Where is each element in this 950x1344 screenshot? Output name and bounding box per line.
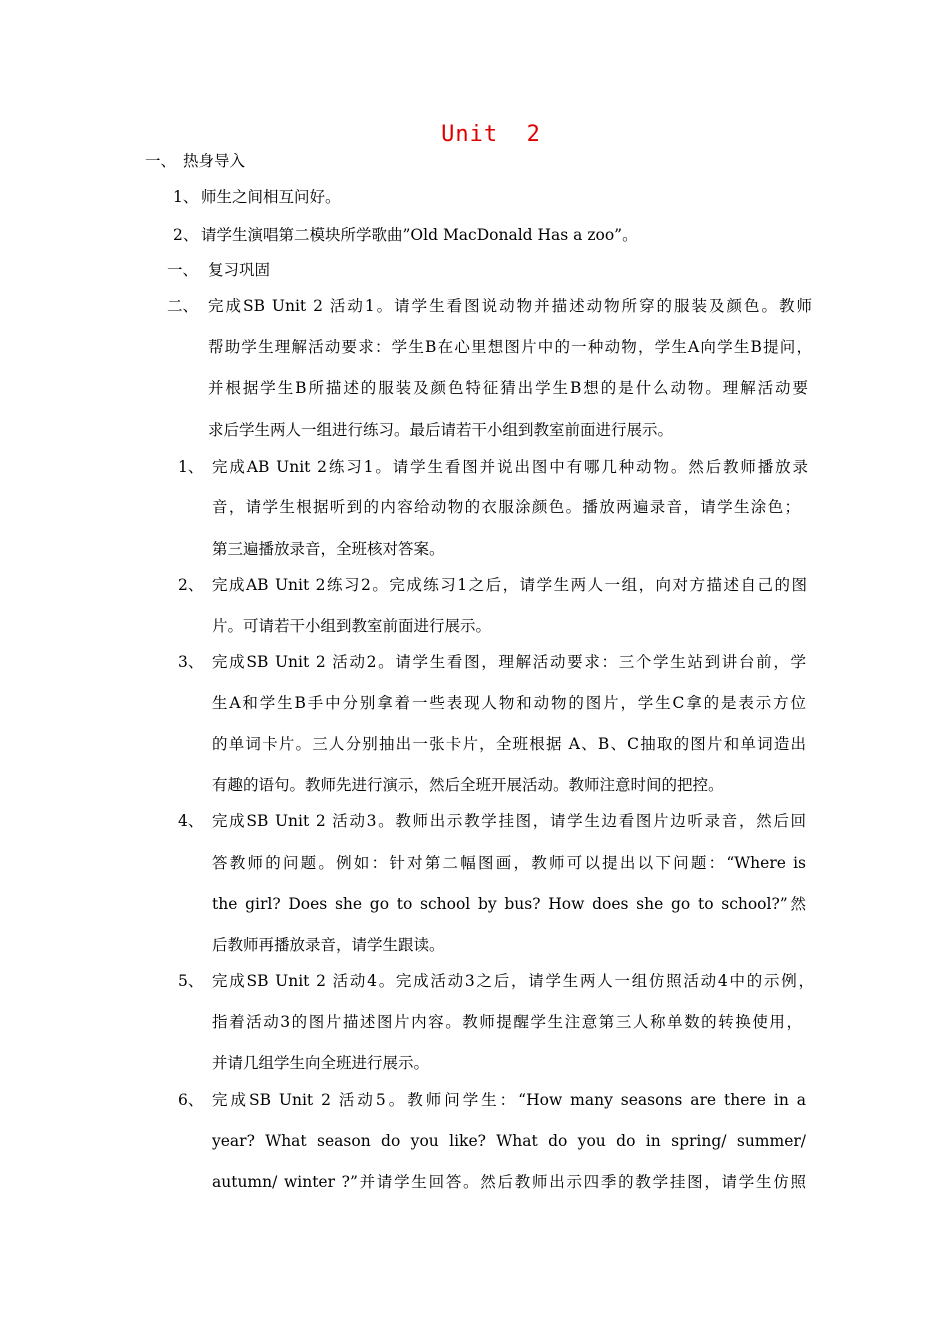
list-item-text: 师生之间相互问好。: [201, 188, 341, 206]
paragraph-line: 后教师再播放录音，请学生跟读。: [212, 936, 445, 954]
list-item-text: 请学生演唱第二模块所学歌曲”Old MacDonald Has a zoo”。: [201, 226, 638, 244]
section-marker: 二、: [167, 297, 199, 315]
list-number: 1、: [173, 188, 199, 206]
paragraph-line: 的单词卡片。三人分别抽出一张卡片，全班根据 A、B、C抽取的图片和单词造出: [212, 735, 806, 753]
paragraph-line: the girl? Does she go to school by bus? How does she go to school?”然: [212, 895, 806, 913]
list-number: 1、: [178, 458, 204, 476]
paragraph-line: 并请几组学生向全班进行展示。: [212, 1054, 430, 1072]
section-heading: 复习巩固: [208, 261, 271, 279]
list-number: 3、: [178, 653, 204, 671]
paragraph-line: 音，请学生根据听到的内容给动物的衣服涂颜色。播放两遍录音，请学生涂色；: [212, 498, 800, 516]
paragraph-line: 并根据学生B所描述的服装及颜色特征猜出学生B想的是什么动物。理解活动要: [208, 379, 808, 397]
paragraph-line: 完成SB Unit 2 活动3。教师出示教学挂图，请学生边看图片边听录音，然后回: [212, 812, 806, 830]
paragraph-line: 指着活动3的图片描述图片内容。教师提醒学生注意第三人称单数的转换使用，: [212, 1013, 802, 1031]
list-number: 2、: [178, 576, 204, 594]
section-marker: 一、: [167, 261, 199, 279]
paragraph-line: 完成SB Unit 2 活动5。教师问学生：“How many seasons are there in a: [212, 1091, 806, 1109]
paragraph-line: 完成AB Unit 2练习2。完成练习1之后，请学生两人一组，向对方描述自己的图: [212, 576, 807, 594]
section-marker: 一、: [145, 152, 177, 170]
paragraph-line: 完成SB Unit 2 活动1。请学生看图说动物并描述动物所穿的服装及颜色。教师: [208, 297, 812, 315]
paragraph-line: 完成SB Unit 2 活动2。请学生看图，理解活动要求：三个学生站到讲台前，学: [212, 653, 806, 671]
paragraph-line: 生A和学生B手中分别拿着一些表现人物和动物的图片，学生C拿的是表示方位: [212, 694, 806, 712]
list-number: 2、: [173, 226, 199, 244]
paragraph-line: 完成SB Unit 2 活动4。完成活动3之后，请学生两人一组仿照活动4中的示例，: [212, 972, 814, 990]
paragraph-line: year? What season do you like? What do you do in spring/ summer/: [212, 1132, 806, 1150]
page-title: Unit 2: [441, 122, 541, 147]
paragraph-line: 完成AB Unit 2练习1。请学生看图并说出图中有哪几种动物。然后教师播放录: [212, 458, 808, 476]
paragraph-line: 求后学生两人一组进行练习。最后请若干小组到教室前面进行展示。: [208, 421, 674, 439]
paragraph-line: 有趣的语句。教师先进行演示，然后全班开展活动。教师注意时间的把控。: [212, 776, 724, 794]
paragraph-line: 帮助学生理解活动要求：学生B在心里想图片中的一种动物，学生A向学生B提问，: [208, 338, 812, 356]
paragraph-line: 答教师的问题。例如：针对第二幅图画，教师可以提出以下问题：“Where is: [212, 854, 806, 872]
list-number: 6、: [178, 1091, 204, 1109]
paragraph-line: 第三遍播放录音，全班核对答案。: [212, 540, 445, 558]
paragraph-line: 片。可请若干小组到教室前面进行展示。: [212, 617, 492, 635]
paragraph-line: autumn/ winter ?”并请学生回答。然后教师出示四季的教学挂图，请学生仿照: [212, 1173, 806, 1191]
list-number: 4、: [178, 812, 204, 830]
section-heading: 热身导入: [183, 152, 246, 170]
list-number: 5、: [178, 972, 204, 990]
